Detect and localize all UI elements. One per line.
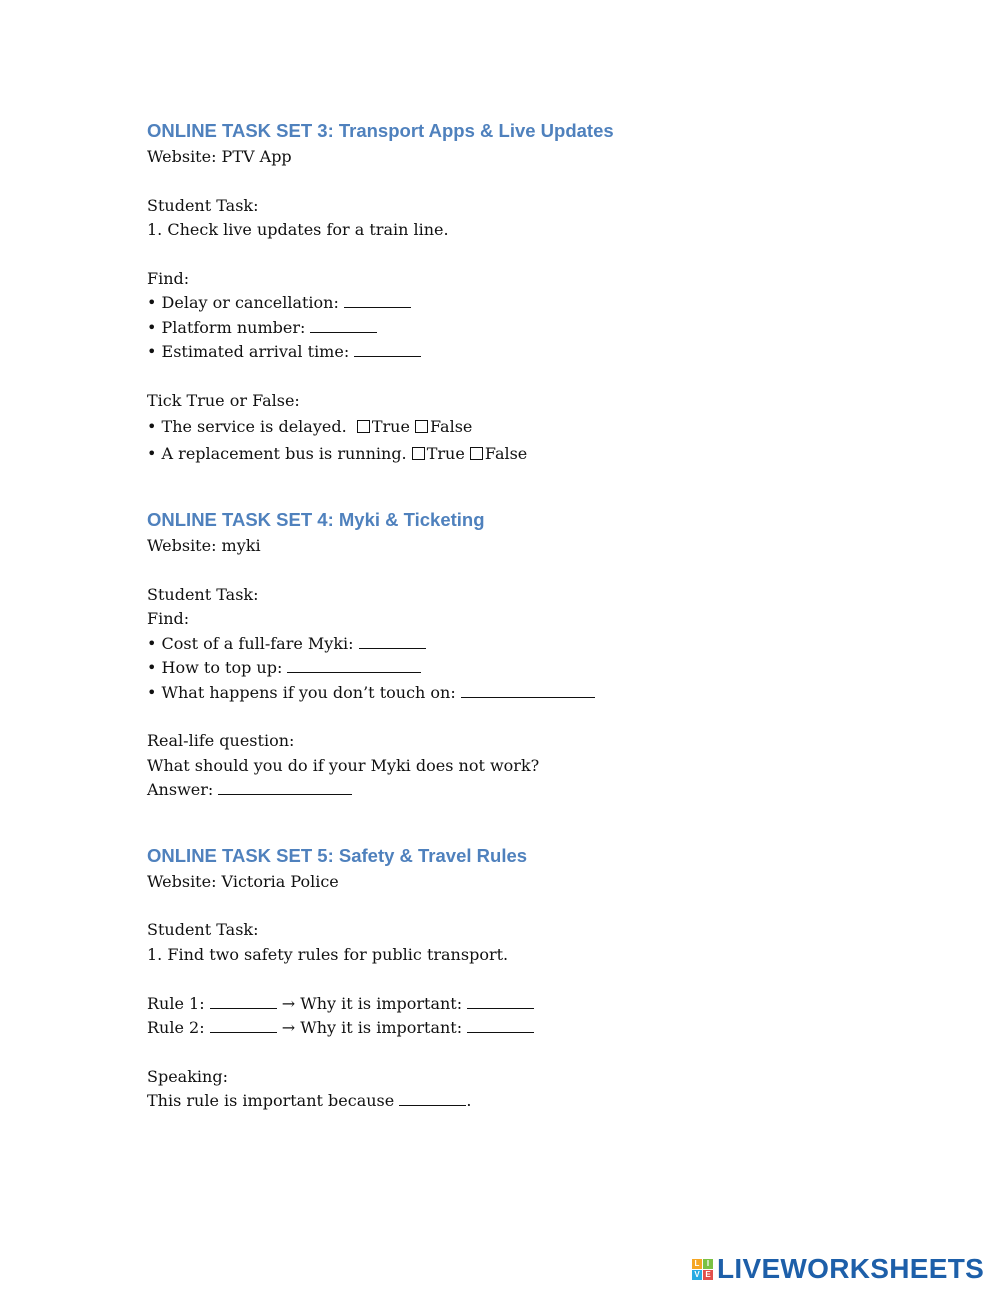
set4-website: Website: myki [147,536,261,556]
bus-true-checkbox[interactable] [412,447,425,460]
liveworksheets-logo [692,1254,984,1284]
rule1-answer-blank[interactable] [210,1007,277,1009]
set3-tick-label: Tick True or False: [147,390,300,410]
set5-speaking: Speaking: [147,1066,228,1086]
set4-item-cost: • Cost of a full-fare Myki: [147,632,947,656]
rule2-answer-blank[interactable] [210,1031,277,1033]
speaking-sentence: This rule is important because . [147,1091,472,1111]
set5-task1: 1. Find two safety rules for public transport. [147,944,509,964]
set4-item-touch-on: • What happens if you don’t touch on: [147,681,947,705]
set4-heading: ONLINE TASK SET 4: Myki & Ticketing [147,509,485,531]
set3-student-task: Student Task: [147,195,259,215]
set4-item-topup: • How to top up: [147,656,947,680]
statement-replacement-bus: • A replacement bus is running. True False [147,444,528,464]
set4-find: Find: [147,609,190,629]
liveworksheets-logo-text: LIVEWORKSHEETS [717,1253,985,1284]
set4-student-task: Student Task: [147,585,259,605]
worksheet-page [147,117,947,1114]
speaking-answer-blank[interactable] [399,1104,466,1106]
set3-heading: ONLINE TASK SET 3: Transport Apps & Live Updates [147,120,614,141]
set5-heading: ONLINE TASK SET 5: Safety & Travel Rules [147,844,528,866]
set3-task1: 1. Check live updates for a train line. [147,220,449,240]
set5-student-task: Student Task: [147,920,259,940]
rule2-why-blank[interactable] [467,1031,534,1033]
set3-website: Website: PTV App [147,147,292,166]
set3-item-platform: • Platform number: [147,316,947,340]
set4-real-life: Real-life question: [147,731,295,751]
liveworksheets-logo-icon: L I V E [692,1259,713,1280]
set3-item-arrival: • Estimated arrival time: [147,340,947,364]
myki-answer-blank[interactable] [218,793,352,795]
delay-answer-blank[interactable] [344,306,411,308]
set5-website: Website: Victoria Police [147,871,339,891]
rule2-line: Rule 2: → Why it is important: [147,1016,947,1040]
statement-delayed: • The service is delayed. True False [147,417,473,437]
arrival-answer-blank[interactable] [354,355,421,357]
bus-false-checkbox[interactable] [470,447,483,460]
set4-question: What should you do if your Myki does not work? [147,755,540,775]
cost-answer-blank[interactable] [359,647,426,649]
rule1-line: Rule 1: → Why it is important: [147,992,947,1016]
delayed-false-checkbox[interactable] [415,420,428,433]
platform-answer-blank[interactable] [310,331,377,333]
set3-item-delay: • Delay or cancellation: [147,291,947,315]
set3-find: Find: [147,268,190,288]
delayed-true-checkbox[interactable] [357,420,370,433]
touch-on-answer-blank[interactable] [461,696,595,698]
topup-answer-blank[interactable] [287,671,421,673]
set4-answer-line: Answer: [147,778,947,802]
rule1-why-blank[interactable] [467,1007,534,1009]
